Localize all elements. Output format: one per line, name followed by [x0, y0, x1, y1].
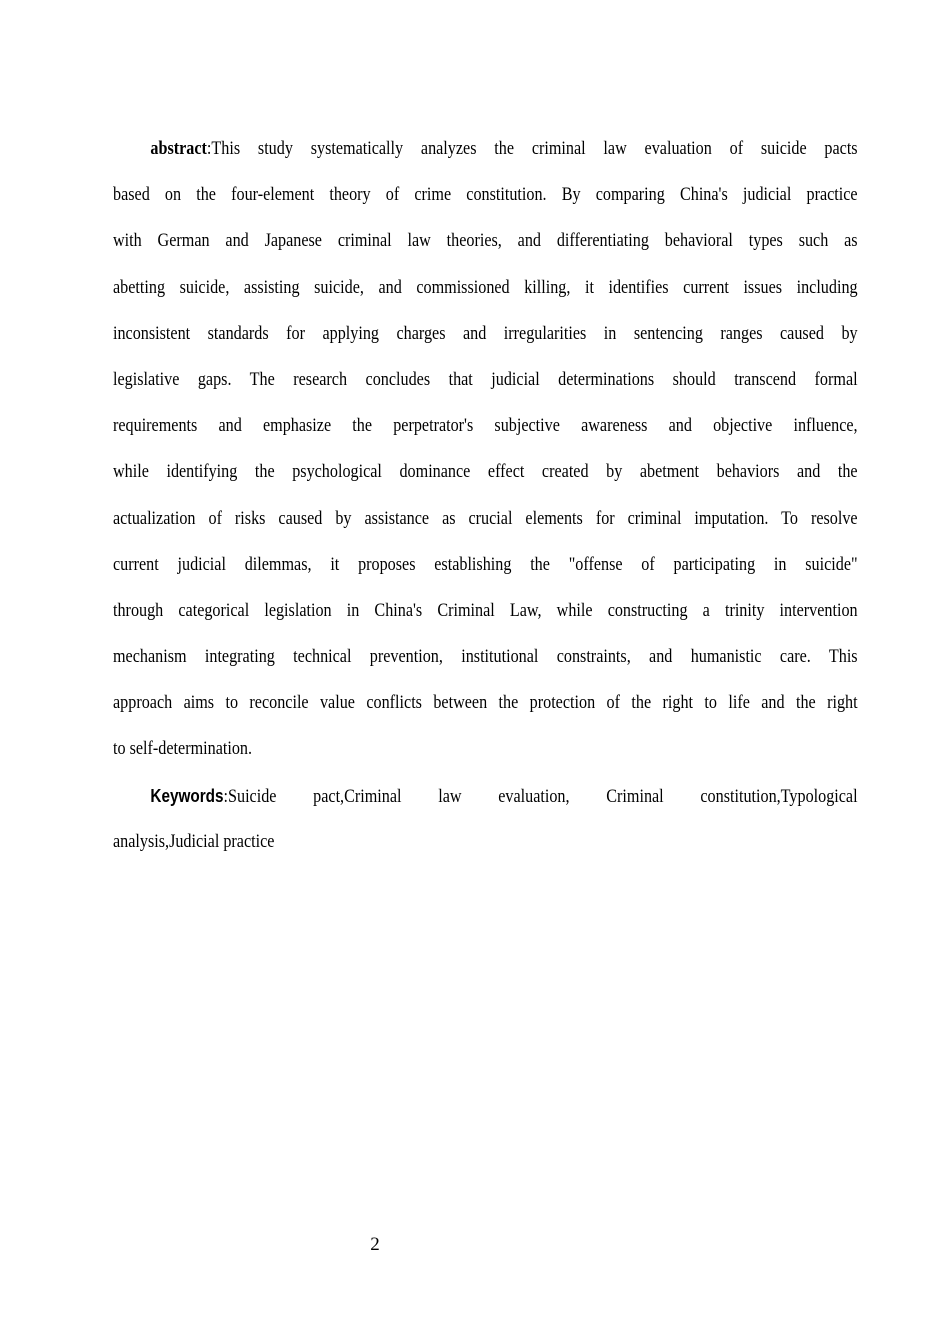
abstract-line: legislative gaps. The research concludes that judicial determinations should transcend formal: [113, 368, 858, 390]
abstract-first-line-text: :This study systematically analyzes the criminal law evaluation of suicide pacts: [206, 138, 858, 159]
page-number: 2: [370, 1234, 380, 1255]
abstract-line: abetting suicide, assisting suicide, and commissioned killing, it identifies current issues including: [113, 276, 858, 298]
abstract-line: based on the four-element theory of crime constitution. By comparing China's judicial practice: [113, 184, 858, 206]
abstract-line: actualization of risks caused by assistance as crucial elements for criminal imputation. To resolve: [113, 507, 858, 529]
abstract-line: requirements and emphasize the perpetrator's subjective awareness and objective influence,: [113, 415, 858, 437]
keywords-last-line: analysis,Judicial practice: [113, 830, 275, 852]
keywords-first-line-text: :Suicide pact,Criminal law evaluation, Criminal constitution,Typological: [223, 785, 858, 807]
abstract-line: current judicial dilemmas, it proposes establishing the "offense of participating in suicide": [113, 553, 858, 575]
keywords-label: Keywords: [150, 785, 224, 806]
abstract-line: approach aims to reconcile value conflicts between the protection of the right to life and the right: [113, 692, 858, 714]
abstract-first-line: [113, 126, 858, 172]
abstract-line: mechanism integrating technical prevention, institutional constraints, and humanistic care. This: [113, 646, 858, 668]
abstract-label: abstract: [150, 138, 207, 159]
abstract-line: through categorical legislation in China's Criminal Law, while constructing a trinity intervention: [113, 599, 858, 621]
page-text-block: [113, 126, 858, 865]
abstract-line: with German and Japanese criminal law theories, and differentiating behavioral types such as: [113, 230, 858, 252]
abstract-line: inconsistent standards for applying charges and irregularities in sentencing ranges caused by: [113, 322, 858, 344]
keywords-first-line: [113, 773, 858, 819]
abstract-line: while identifying the psychological dominance effect created by abetment behaviors and the: [113, 461, 858, 483]
abstract-last-line: to self-determination.: [113, 738, 253, 760]
